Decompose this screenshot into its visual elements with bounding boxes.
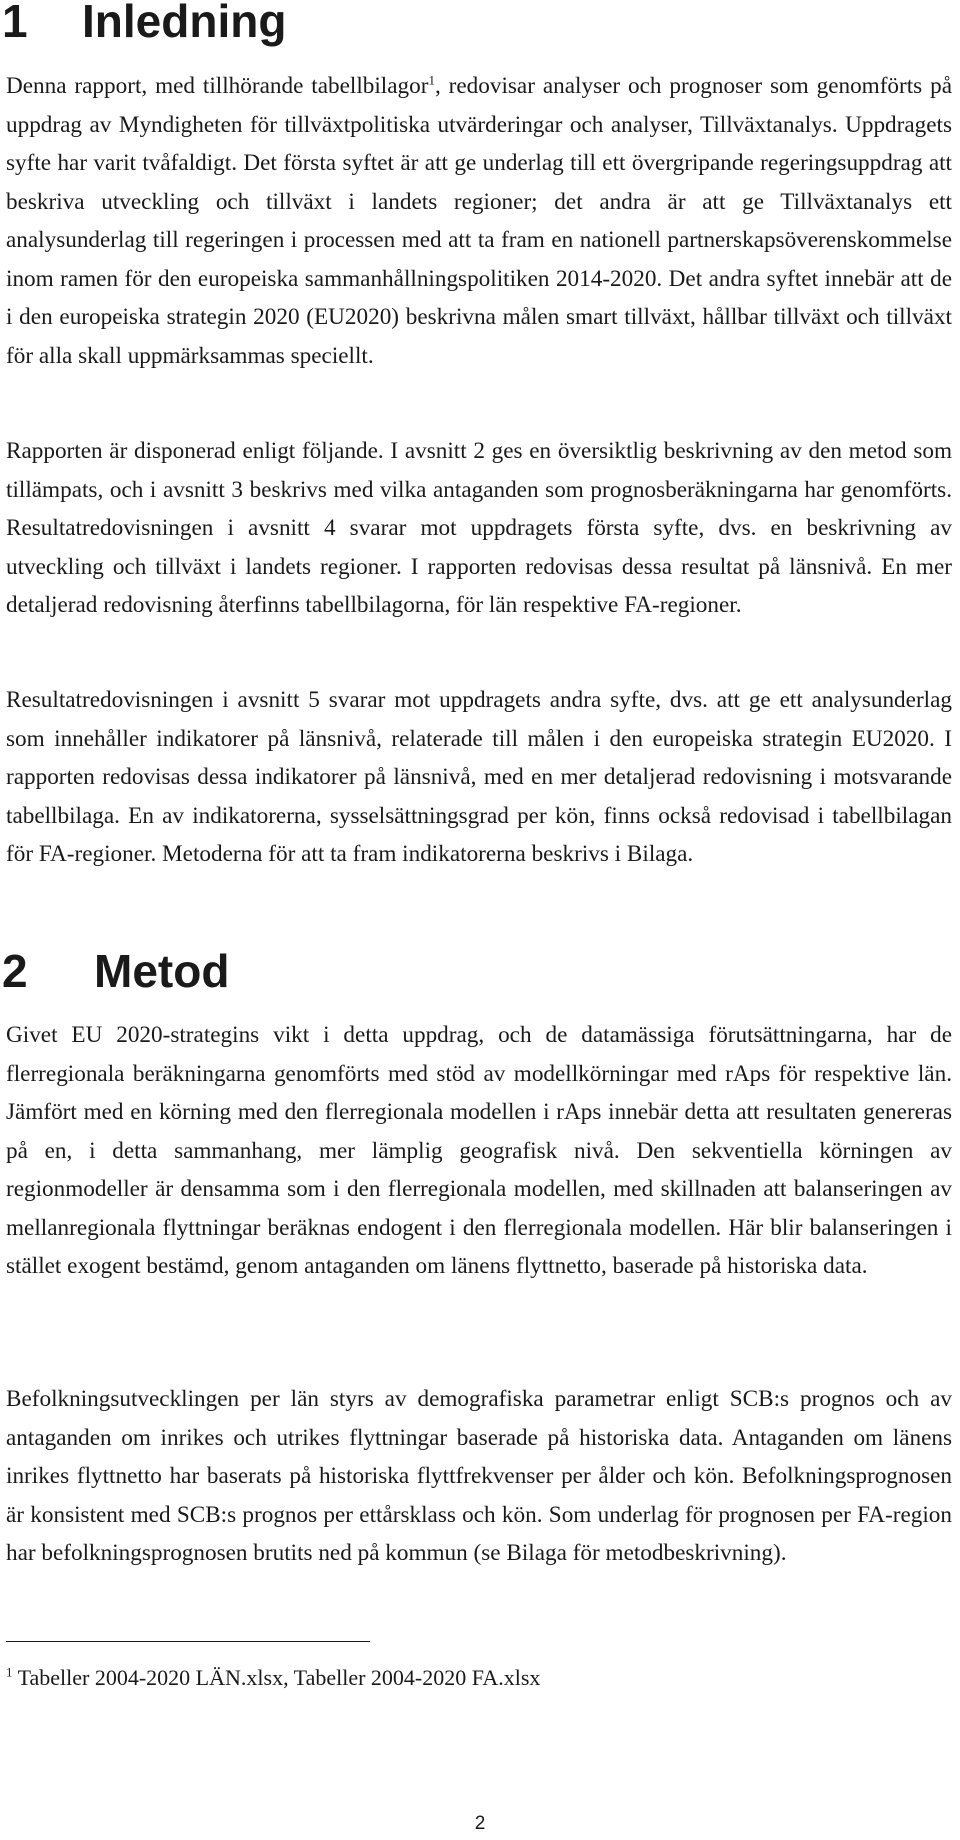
page-number: 2 (474, 1813, 486, 1834)
section-title: Metod (94, 945, 230, 997)
footnote-marker: 1 (6, 1664, 13, 1680)
paragraph: Befolkningsutvecklingen per län styrs av demografiska parametrar enligt SCB:s prognos och av antaganden om inrikes och utrikes flyttningar baserade på historiska data. Antaganden om länens inrikes flyttnetto har baserats på historiska flyttfrekvenser per ålder och kön. Befolkningsprognosen är konsistent med SCB:s prognos per ettårsklass och kön. Som underlag för prognosen per FA-region har befolkningsprognosen brutits ned på kommun (se Bilaga för metodbeskrivning). (6, 1386, 952, 1566)
paragraph (6, 67, 952, 375)
section-heading-metod (2, 945, 230, 997)
section-number: 1 (2, 0, 28, 47)
section-heading-inledning (2, 0, 287, 47)
footnote-reference: 1 (428, 72, 435, 88)
paragraph-text: , redovisar analyser och prognoser som genomförts på uppdrag av Myndigheten för tillväxtpolitiska utvärderingar och analyser, Tillväxtanalys. Uppdragets syfte har varit tvåfaldigt. Det första syftet är att ge underlag till ett övergripande regeringsuppdrag att beskriva utveckling och tillväxt i landets regioner; det andra är att ge Tillväxtanalys ett analysunderlag till regeringen i processen med att ta fram en nationell partnerskapsöverenskommelse inom ramen för den europeiska sammanhållningspolitiken 2014-2020. Det andra syftet innebär att de i den europeiska strategin 2020 (EU2020) beskrivna målen smart tillväxt, hållbar tillväxt och tillväxt för alla skall uppmärksammas speciellt. (6, 73, 953, 369)
footnote-divider (6, 1641, 370, 1642)
footnote (6, 1662, 540, 1694)
paragraph: Resultatredovisningen i avsnitt 5 svarar mot uppdragets andra syfte, dvs. att ge ett analysunderlag som innehåller indikatorer på länsnivå, relaterade till målen i den europeiska strategin EU2020. I rapporten redovisas dessa indikatorer på länsnivå, med en mer detaljerad redovisning i motsvarande tabellbilaga. En av indikatorerna, sysselsättningsgrad per kön, finns också redovisad i tabellbilagan för FA-regioner. Metoderna för att ta fram indikatorerna beskrivs i Bilaga. (6, 687, 952, 867)
paragraph-text: Denna rapport, med tillhörande tabellbilagor (6, 73, 429, 99)
paragraph: Rapporten är disponerad enligt följande. I avsnitt 2 ges en översiktlig beskrivning av den metod som tillämpats, och i avsnitt 3 beskrivs med vilka antaganden som prognosberäkningarna har genomförts. Resultatredovisningen i avsnitt 4 svarar mot uppdragets första syfte, dvs. en beskrivning av utveckling och tillväxt i landets regioner. I rapporten redovisas dessa resultat på länsnivå. En mer detaljerad redovisning återfinns tabellbilagorna, för län respektive FA-regioner. (6, 438, 952, 618)
paragraph: Givet EU 2020-strategins vikt i detta uppdrag, och de datamässiga förutsättningarna, har de flerregionala beräkningarna genomförts med stöd av modellkörningar med rAps för respektive län. Jämfört med en körning med den flerregionala modellen i rAps innebär detta att resultaten genereras på en, i detta sammanhang, mer lämplig geografisk nivå. Den sekventiella körningen av regionmodeller är densamma som i den flerregionala modellen, med skillnaden att balanseringen av mellanregionala flyttningar beräknas endogent i den flerregionala modellen. Här blir balanseringen i stället exogent bestämd, genom antaganden om länens flyttnetto, baserade på historiska data. (6, 1022, 952, 1279)
footnote-text: Tabeller 2004-2020 LÄN.xlsx, Tabeller 2004-2020 FA.xlsx (12, 1665, 541, 1690)
section-number: 2 (2, 945, 28, 997)
section-title: Inledning (82, 0, 287, 47)
